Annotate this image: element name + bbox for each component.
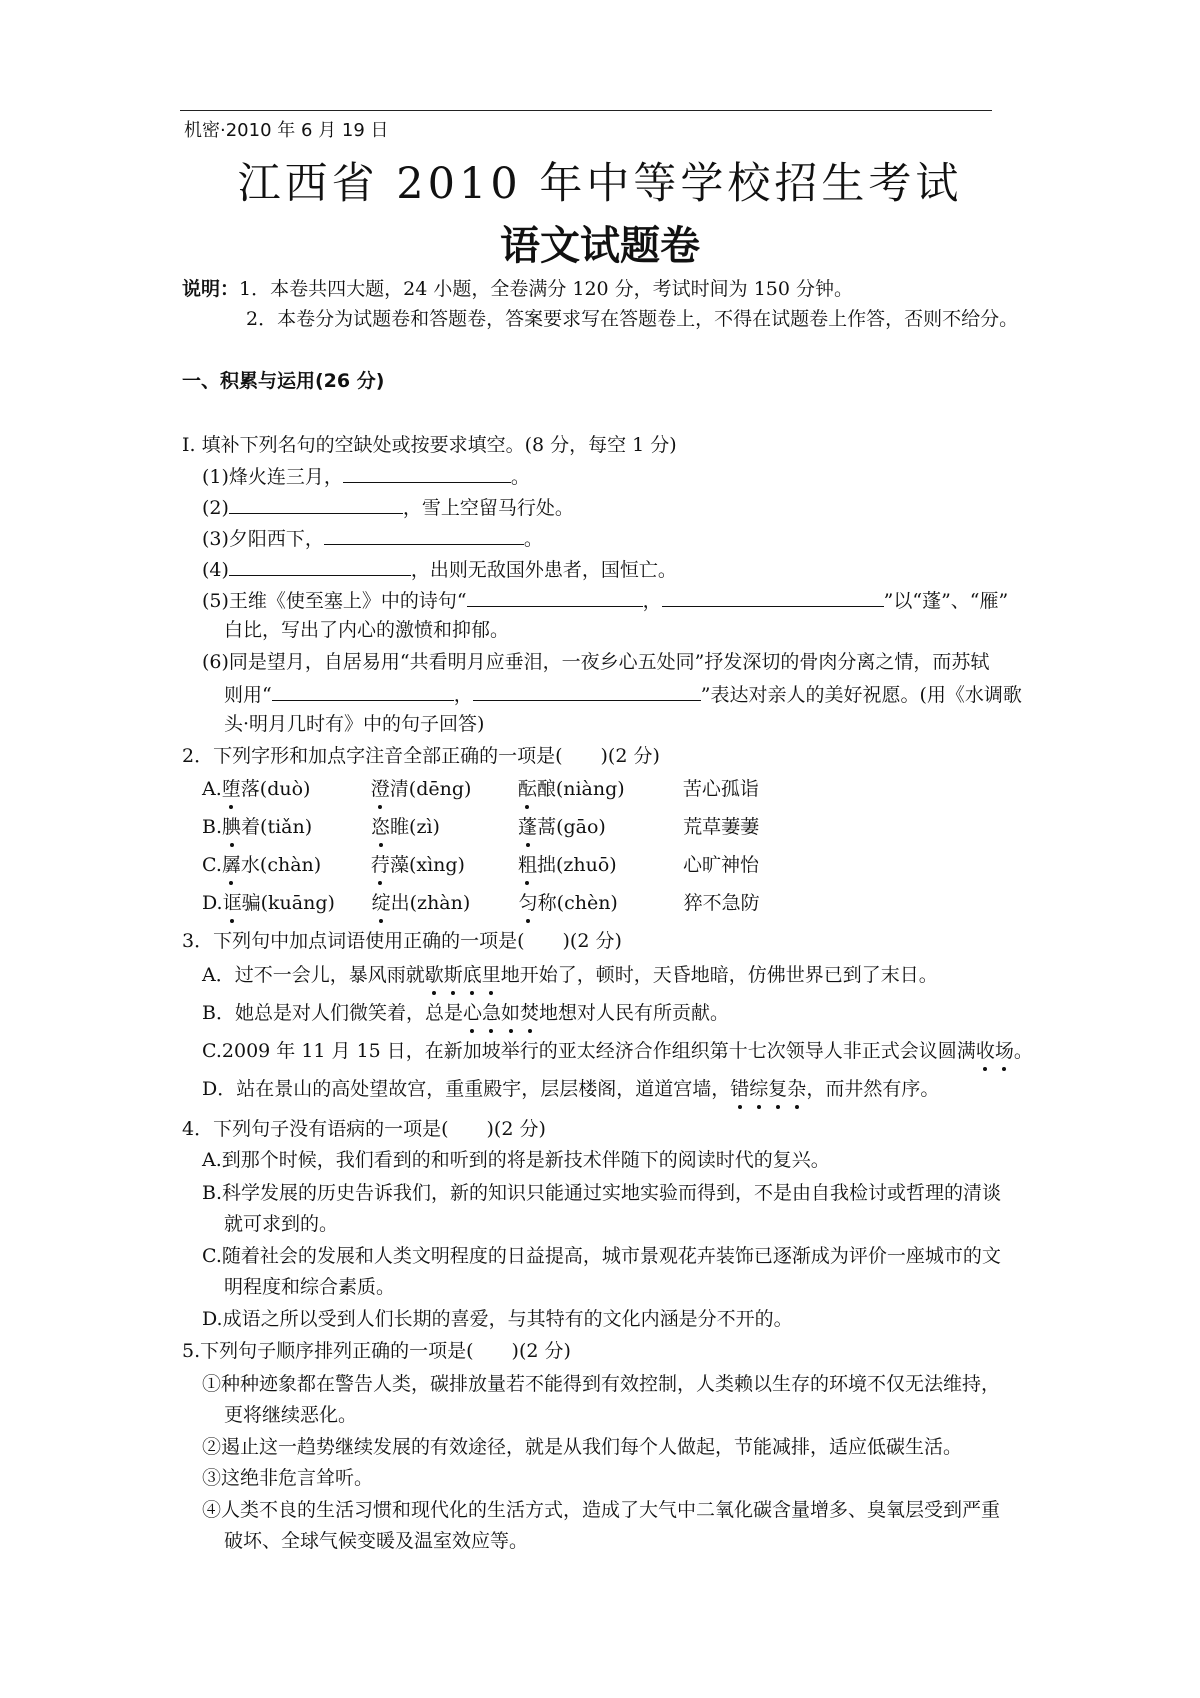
q2-option-a bbox=[202, 776, 759, 802]
exam-title: 江西省 2010 年中等学校招生考试 bbox=[237, 159, 963, 209]
q3-option-c bbox=[202, 1038, 1033, 1064]
option-idiom: 猝不急防 bbox=[683, 892, 760, 914]
answer-blank[interactable] bbox=[229, 555, 411, 576]
q4-option-b-cont: 就可求到的。 bbox=[224, 1213, 339, 1235]
option-letter: C. bbox=[202, 854, 222, 876]
q5-item-4: ④人类不良的生活习惯和现代化的生活方式，造成了大气中二氧化碳含量增多、臭氧层受到严重 bbox=[202, 1499, 1001, 1521]
dotted-char: 心 bbox=[462, 1002, 482, 1024]
q4-stem: 4．下列句子没有语病的一项是( )(2 分) bbox=[182, 1118, 546, 1140]
instruction-2: 2．本卷分为试题卷和答题卷，答案要求写在答题卷上，不得在试题卷上作答，否则不给分。 bbox=[246, 308, 1019, 330]
q2-option-c bbox=[202, 852, 759, 878]
option-text: C.2009 年 11 月 15 日，在新加坡举行的亚太经济合作组织第十七次领导人非正式会议圆满 bbox=[202, 1040, 976, 1062]
q1-item-2 bbox=[202, 493, 574, 521]
q1-item-1 bbox=[202, 462, 530, 490]
q4-option-a: A.到那个时候，我们看到的和听到的将是新技术伴随下的阅读时代的复兴。 bbox=[202, 1149, 830, 1171]
option-idiom: 荒草萋萋 bbox=[683, 816, 760, 838]
dotted-char: 恣 bbox=[371, 816, 391, 838]
option-word: 水(chàn) bbox=[240, 854, 322, 876]
q1-item-4 bbox=[202, 555, 677, 583]
dotted-char: 场 bbox=[994, 1040, 1014, 1062]
dotted-char: 澄 bbox=[370, 778, 390, 800]
dotted-char: 腆 bbox=[222, 816, 242, 838]
dotted-char: 里 bbox=[481, 964, 501, 986]
header-rule bbox=[180, 110, 992, 111]
q1-item-4-end: ，出则无敌国外患者，国恒亡。 bbox=[410, 559, 677, 581]
q1-item-6-end: ”表达对亲人的美好祝愿。(用《水调歌 bbox=[700, 684, 1022, 706]
option-word: 称(chèn) bbox=[537, 892, 618, 914]
dotted-char: 急 bbox=[481, 1002, 501, 1024]
q1-item-1-text: (1)烽火连三月， bbox=[202, 466, 343, 488]
dotted-char: 歇 bbox=[424, 964, 444, 986]
answer-blank[interactable] bbox=[662, 586, 884, 607]
q5-stem: 5.下列句子顺序排列正确的一项是( )(2 分) bbox=[182, 1340, 571, 1362]
dotted-char: 收 bbox=[975, 1040, 995, 1062]
answer-blank[interactable] bbox=[324, 524, 524, 545]
q1-item-6-text: 则用“ bbox=[224, 684, 272, 706]
dotted-char: 复 bbox=[768, 1078, 788, 1100]
option-letter: A. bbox=[202, 778, 222, 800]
option-word: 清(dēng) bbox=[389, 778, 472, 800]
answer-blank[interactable] bbox=[343, 462, 511, 483]
q1-item-6-sep: ， bbox=[453, 684, 473, 706]
q2-option-b bbox=[202, 814, 759, 840]
option-text: D．站在景山的高处望故宫，重重殿宇，层层楼阁，道道宫墙， bbox=[202, 1078, 731, 1100]
option-word: 骗(kuāng) bbox=[241, 892, 335, 914]
q3-option-b bbox=[202, 1000, 729, 1026]
q5-item-2: ②遏止这一趋势继续发展的有效途径，就是从我们每个人做起，节能减排，适应低碳生活。 bbox=[202, 1436, 963, 1458]
dotted-char: 焚 bbox=[520, 1002, 540, 1024]
q1-stem: I. 填补下列名句的空缺处或按要求填空。(8 分，每空 1 分) bbox=[182, 434, 677, 456]
q4-option-c: C.随着社会的发展和人类文明程度的日益提高，城市景观花卉装饰已逐渐成为评价一座城市的文 bbox=[202, 1245, 1001, 1267]
q1-item-3 bbox=[202, 524, 543, 552]
option-word: 酿(niàng) bbox=[536, 778, 625, 800]
option-text: 地开始了，顿时，天昏地暗，仿佛世界已到了末日。 bbox=[500, 964, 938, 986]
dotted-char: 底 bbox=[462, 964, 482, 986]
q1-item-3-text: (3)夕阳西下， bbox=[202, 528, 324, 550]
answer-blank[interactable] bbox=[467, 586, 643, 607]
dotted-char: 如 bbox=[501, 1002, 521, 1024]
q1-item-5-end: ”以“蓬”、“雁” bbox=[883, 590, 1009, 612]
q1-item-6: (6)同是望月，自居易用“共看明月应垂泪，一夜乡心五处同”抒发深切的骨肉分离之情，而苏轼 bbox=[202, 651, 990, 673]
q1-item-5-sep: ， bbox=[642, 590, 662, 612]
option-word: 拙(zhuō) bbox=[536, 854, 617, 876]
option-word: 落(duò) bbox=[240, 778, 311, 800]
q5-item-1-cont: 更将继续恶化。 bbox=[224, 1404, 358, 1426]
dotted-char: 绽 bbox=[371, 892, 391, 914]
option-text: ，而井然有序。 bbox=[806, 1078, 940, 1100]
q3-stem: 3．下列句中加点词语使用正确的一项是( )(2 分) bbox=[182, 930, 622, 952]
option-letter: B. bbox=[202, 816, 223, 838]
q1-item-2-end: ，雪上空留马行处。 bbox=[402, 497, 574, 519]
dotted-char: 粗 bbox=[517, 854, 537, 876]
option-letter: D. bbox=[202, 892, 223, 914]
q4-option-d: D.成语之所以受到人们长期的喜爱，与其特有的文化内涵是分不开的。 bbox=[202, 1308, 793, 1330]
dotted-char: 堕 bbox=[221, 778, 241, 800]
answer-blank[interactable] bbox=[272, 680, 454, 701]
dotted-word bbox=[425, 964, 501, 986]
q4-option-c-cont: 明程度和综合素质。 bbox=[224, 1276, 396, 1298]
dotted-char: 斯 bbox=[443, 964, 463, 986]
confidential-date: 机密·2010 年 6 月 19 日 bbox=[184, 120, 389, 141]
q5-item-3: ③这绝非危言耸听。 bbox=[202, 1467, 374, 1489]
q1-item-2-text: (2) bbox=[202, 497, 229, 519]
option-word: 着(tiǎn) bbox=[241, 816, 313, 838]
q1-item-5 bbox=[202, 586, 1008, 614]
q1-item-6-cont bbox=[224, 680, 1022, 708]
q5-item-1: ①种种迹象都在警告人类，碳排放量若不能得到有效控制，人类赖以生存的环境不仅无法维持， bbox=[202, 1373, 1001, 1395]
q1-item-5-text: (5)王维《使至塞上》中的诗句“ bbox=[202, 590, 467, 612]
q2-option-d bbox=[202, 890, 760, 916]
dotted-char: 酝 bbox=[517, 778, 537, 800]
dotted-char: 荇 bbox=[370, 854, 390, 876]
q5-item-4-cont: 破坏、全球气候变暖及温室效应等。 bbox=[224, 1530, 529, 1552]
q4-option-b: B.科学发展的历史告诉我们，新的知识只能通过实地实验而得到，不是由自我检讨或哲理的清谈 bbox=[202, 1182, 1002, 1204]
dotted-word bbox=[463, 1002, 539, 1024]
instructions-label: 说明： bbox=[182, 278, 240, 300]
option-text: 地想对人民有所贡献。 bbox=[539, 1002, 730, 1024]
option-text: B．她总是对人们微笑着，总是 bbox=[202, 1002, 463, 1024]
answer-blank[interactable] bbox=[473, 680, 701, 701]
instruction-1: 1．本卷共四大题，24 小题，全卷满分 120 分，考试时间为 150 分钟。 bbox=[239, 278, 854, 300]
dotted-char: 错 bbox=[730, 1078, 750, 1100]
dotted-word bbox=[976, 1040, 1014, 1062]
option-idiom: 心旷神怡 bbox=[682, 854, 759, 876]
q1-item-5-cont: 白比，写出了内心的激愤和抑郁。 bbox=[224, 619, 510, 641]
option-word: 藻(xìng) bbox=[389, 854, 465, 876]
instructions-line-1 bbox=[182, 276, 853, 302]
option-text: 。 bbox=[1013, 1040, 1033, 1062]
q2-stem: 2．下列字形和加点字注音全部正确的一项是( )(2 分) bbox=[182, 745, 660, 767]
q3-option-d bbox=[202, 1076, 939, 1102]
option-idiom: 苦心孤诣 bbox=[682, 778, 759, 800]
section-heading: 一、积累与运用(26 分) bbox=[182, 370, 385, 392]
q1-item-6-cont2: 头·明月几时有》中的句子回答) bbox=[224, 713, 485, 735]
option-word: 蒿(gāo) bbox=[537, 816, 606, 838]
dotted-word bbox=[730, 1078, 806, 1100]
option-word: 出(zhàn) bbox=[390, 892, 471, 914]
q1-item-3-end: 。 bbox=[523, 528, 543, 550]
option-text: A．过不一会儿，暴风雨就 bbox=[202, 964, 425, 986]
option-word: 睢(zì) bbox=[390, 816, 440, 838]
dotted-char: 羼 bbox=[221, 854, 241, 876]
dotted-char: 蓬 bbox=[518, 816, 538, 838]
dotted-char: 杂 bbox=[787, 1078, 807, 1100]
q1-item-1-end: 。 bbox=[510, 466, 530, 488]
q1-item-4-text: (4) bbox=[202, 559, 229, 581]
dotted-char: 匀 bbox=[518, 892, 538, 914]
q3-option-a bbox=[202, 962, 938, 988]
dotted-char: 诓 bbox=[222, 892, 242, 914]
dotted-char: 综 bbox=[749, 1078, 769, 1100]
answer-blank[interactable] bbox=[229, 493, 403, 514]
exam-subtitle: 语文试题卷 bbox=[500, 223, 700, 269]
